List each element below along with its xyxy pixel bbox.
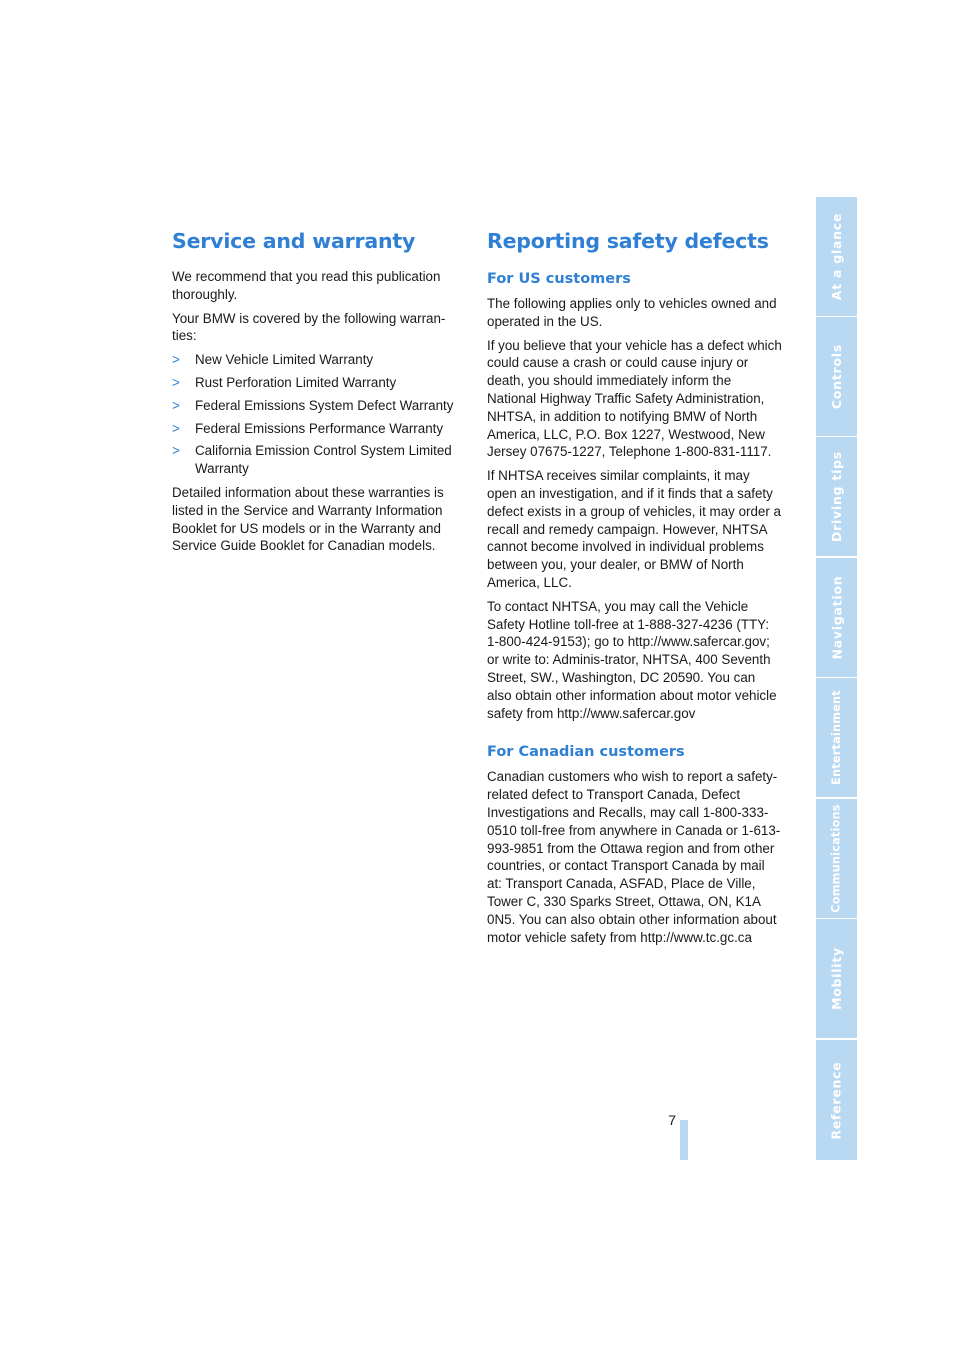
chapter-tab-at-a-glance[interactable]: At a glance — [816, 197, 857, 316]
list-item: > Rust Perforation Limited Warranty — [172, 374, 397, 390]
chapter-tab-communications[interactable]: Communications — [816, 799, 857, 918]
paragraph: We recommend that you read this publication thoroughly. — [172, 269, 441, 302]
bullet-mark: > — [172, 420, 180, 436]
left-column — [172, 226, 468, 561]
subheading-canadian-customers: For Canadian customers — [487, 744, 685, 761]
chapter-tab-driving-tips[interactable]: Driving tips — [816, 437, 857, 556]
page-number-bar — [680, 1120, 688, 1160]
chapter-tabs — [816, 197, 857, 1160]
paragraph: The following applies only to vehicles owned and operated in the US. — [487, 296, 777, 329]
chapter-tab-controls[interactable]: Controls — [816, 317, 857, 436]
bullet-mark: > — [172, 374, 180, 390]
chapter-tab-entertainment[interactable]: Entertainment — [816, 678, 857, 797]
paragraph: Detailed information about these warranties is listed in the Service and Warranty Information Booklet for US models or in the Warranty and Service Guide Booklet for Canadian models. — [172, 484, 444, 554]
list-item: > Federal Emissions Performance Warranty — [172, 420, 444, 436]
section-title-safety-defects: Reporting safety defects — [487, 229, 769, 253]
list-item: > Federal Emissions System Defect Warranty — [172, 397, 454, 413]
list-item: > New Vehicle Limited Warranty — [172, 352, 374, 368]
subheading-us-customers: For US customers — [487, 271, 631, 287]
list-item: > California Emission Control System Limited Warranty — [172, 443, 452, 477]
warranty-list — [172, 351, 468, 478]
page-number: 7 — [668, 1112, 676, 1128]
paragraph: Your BMW is covered by the following warran-ties: — [172, 310, 446, 344]
right-column — [487, 226, 783, 952]
chapter-tab-reference[interactable]: Reference — [816, 1040, 857, 1160]
section-title-service-warranty: Service and warranty — [172, 229, 416, 253]
bullet-mark: > — [172, 352, 180, 368]
paragraph: If NHTSA receives similar complaints, it may open an investigation, and if it finds that a safety defect exists in a group of vehicles, it may order a recall and remedy campaign. However, NHTSA cannot become involved in individual problems between you, your dealer, or BMW of North America, LLC. — [487, 468, 781, 590]
paragraph: If you believe that your vehicle has a defect which could cause a crash or could cause injury or death, you should immediately inform the National Highway Traffic Safety Administration, NHTSA, in addition to notifying BMW of North America, LLC, P.O. Box 1227, Westwood, New Jersey 07675-1227, Telephone 1-800-831-1117. — [487, 337, 782, 460]
chapter-tab-navigation[interactable]: Navigation — [816, 558, 857, 677]
chapter-tab-mobility[interactable]: Mobility — [816, 919, 857, 1038]
bullet-mark: > — [172, 397, 180, 413]
bullet-mark: > — [172, 443, 180, 459]
paragraph: Canadian customers who wish to report a safety-related defect to Transport Canada, Defect Investigations and Recalls, may call 1-800-333-0510 toll-free from anywhere in Canada or 1-613-993-9851 from the Ottawa region and from other countries, or contact Transport Canada by mail at: Transport Canada, ASFAD, Place de Ville, Tower C, 330 Sparks Street, Ottawa, ON, K1A 0N5. You can also obtain other information about motor vehicle safety from http://www.tc.gc.ca — [487, 769, 781, 945]
paragraph: To contact NHTSA, you may call the Vehicle Safety Hotline toll-free at 1-888-327-4236 (TTY: 1-800-424-9153); go to http://www.safercar.gov; or write to: Adminis-trator, NHTSA, 400 Seventh Street, SW., Washington, DC 20590. You can also obtain other information about motor vehicle safety from http://www.safercar.gov — [487, 598, 777, 721]
